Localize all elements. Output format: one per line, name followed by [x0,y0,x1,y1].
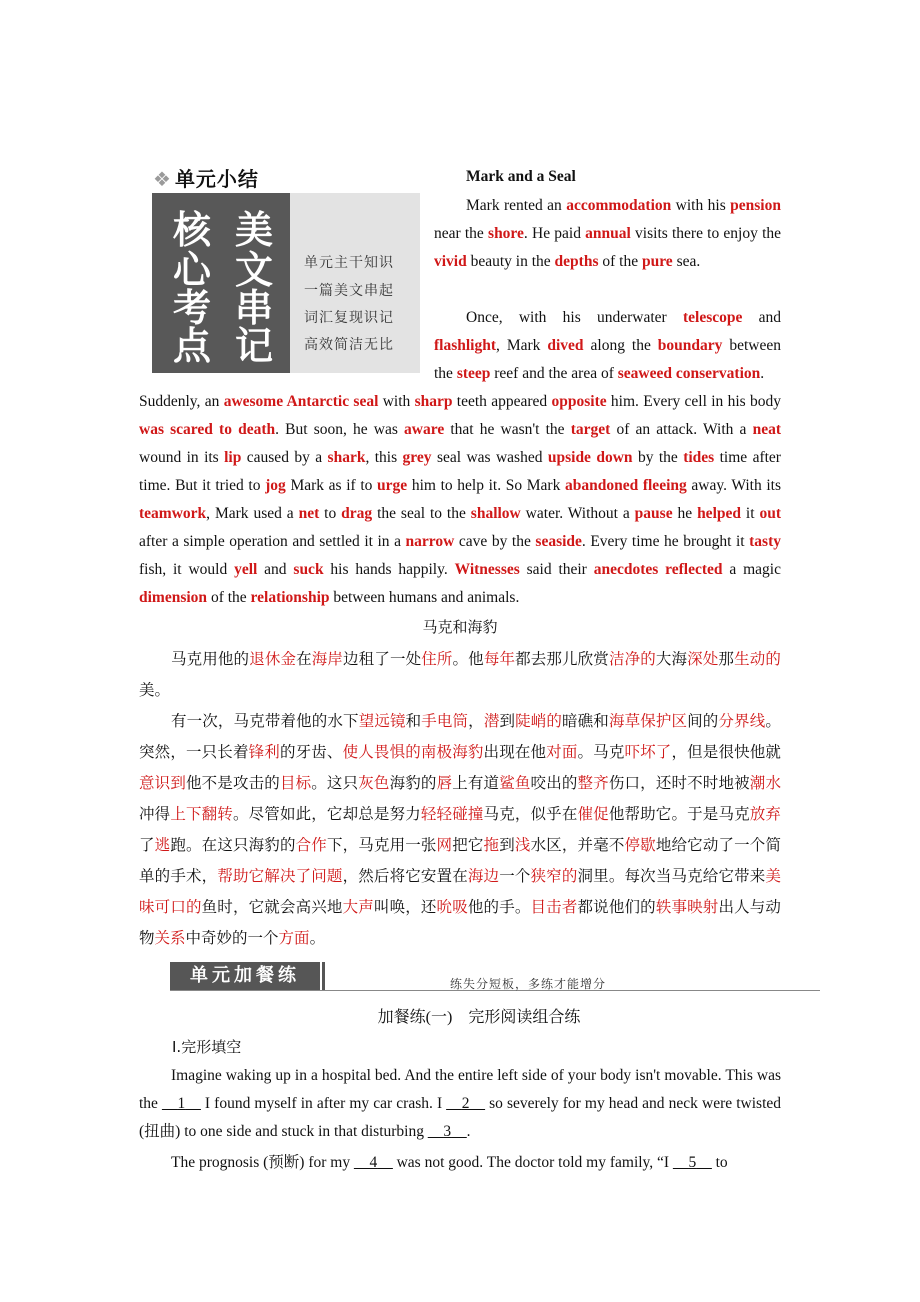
chinese-title: 马克和海豹 [422,618,498,636]
badge-char: 点 [172,324,211,368]
badge-char: 核 [172,208,211,252]
badge-char: 记 [234,324,273,368]
chinese-translation: 马克用他的退休金在海岸边租了一处住所。他每年都去那儿欣赏洁净的大海深处那生动的美。 有一次，马克带着他的水下望远镜和手电筒，潜到陡峭的暗礁和海草保护区间的分界线。突然，一只长着锋利的牙齿、使人畏惧的南极海豹出现在他对面。马克吓坏了，但是很快他就意识到他不是攻击的目标。这只灰色海豹的唇上有道鲨鱼咬出的整齐伤口，还时不时地被潮水冲得上下翻转。尽管如此，它却总是努力轻轻碰撞马克，似乎在催促他帮助它。于是马克放弃了逃跑。在这只海豹的合作下，马克用一张网把它拖到浅水区，并毫不停歇地给它动了一个简单的手术，帮助它解决了问题，然后将它安置在海边一个狭窄的洞里。每次当马克给它带来美味可口的鱼时，它就会高兴地大声叫唤，还吮吸他的手。目击者都说他们的轶事映射出人与动物关系中奇妙的一个方面。 [139,650,781,947]
badge-line: 高效简洁无比 [304,337,394,353]
blank-5[interactable]: 5 [688,1154,697,1171]
story-paragraph-3: Suddenly, an awesome Antarctic seal with sharp teeth appeared opposite him. Every cell in his body was scared to death. But soon, he was aware that he wasn't the target of an attack. With a neat wound in its lip caused by a shark, this grey seal was washed upside down by the tides time after time. But it tried to jog Mark as if to urge him to help it. So Mark abandoned fleeing away. With its teamwork, Mark used a net to drag the seal to the shallow water. Without a pause he helped it out after a simple operation and settled it in a narrow cave by the seaside. Every time he brought it tasty fish, it would yell and suck his hands happily. Witnesses said their anecdotes reflected a magic dimension of the relationship between humans and animals. [139,393,782,606]
badge-char: 考 [172,286,211,330]
story-paragraph-1: Mark rented an accommodation with his pension near the shore. He paid annual visits there to enjoy the vivid beauty in the depths of the pure sea. [434,197,782,270]
section-bar-edge [322,962,325,990]
blank-4[interactable]: 4 [369,1154,378,1171]
blank-3[interactable]: 3 [443,1123,452,1140]
badge-line: 单元主干知识 [304,255,394,271]
section-tagline: 练失分短板，多练才能增分 [450,977,607,991]
badge-char: 串 [234,286,273,330]
blank-2[interactable]: 2 [461,1095,470,1112]
exercise-title: 加餐练(一) 完形阅读组合练 [377,1009,581,1026]
unit-summary-title: ❖ 单元小结 [153,167,259,191]
badge-line: 一篇美文串起 [304,283,394,299]
diamond-icon: ❖ [153,167,172,191]
badge-char: 心 [172,248,211,292]
badge-char: 美 [234,208,273,252]
story-title: Mark and a Seal [466,168,576,185]
section-bar-label: 单元加餐练 [170,962,320,990]
story-paragraph-2: Once, with his underwater telescope and flashlight, Mark dived along the boundary between the steep reef and the area of seaweed conservation. [434,309,782,382]
badge-char: 文 [234,248,273,292]
cloze-passage: Imagine waking up in a hospital bed. And the entire left side of your body isn't movable. This was the __1__ I found myself in after my car crash. I __2__ so severely for my head and neck were twisted (扭曲) to one side and stuck in that disturbing __3__. The prognosis (预断) for my __4__ was not good. The doctor told my family, “I __5__ to [139,1067,782,1171]
badge-line: 词汇复现识记 [304,310,394,326]
cloze-section-label: Ⅰ.完形填空 [172,1038,242,1056]
blank-1[interactable]: 1 [177,1095,186,1112]
